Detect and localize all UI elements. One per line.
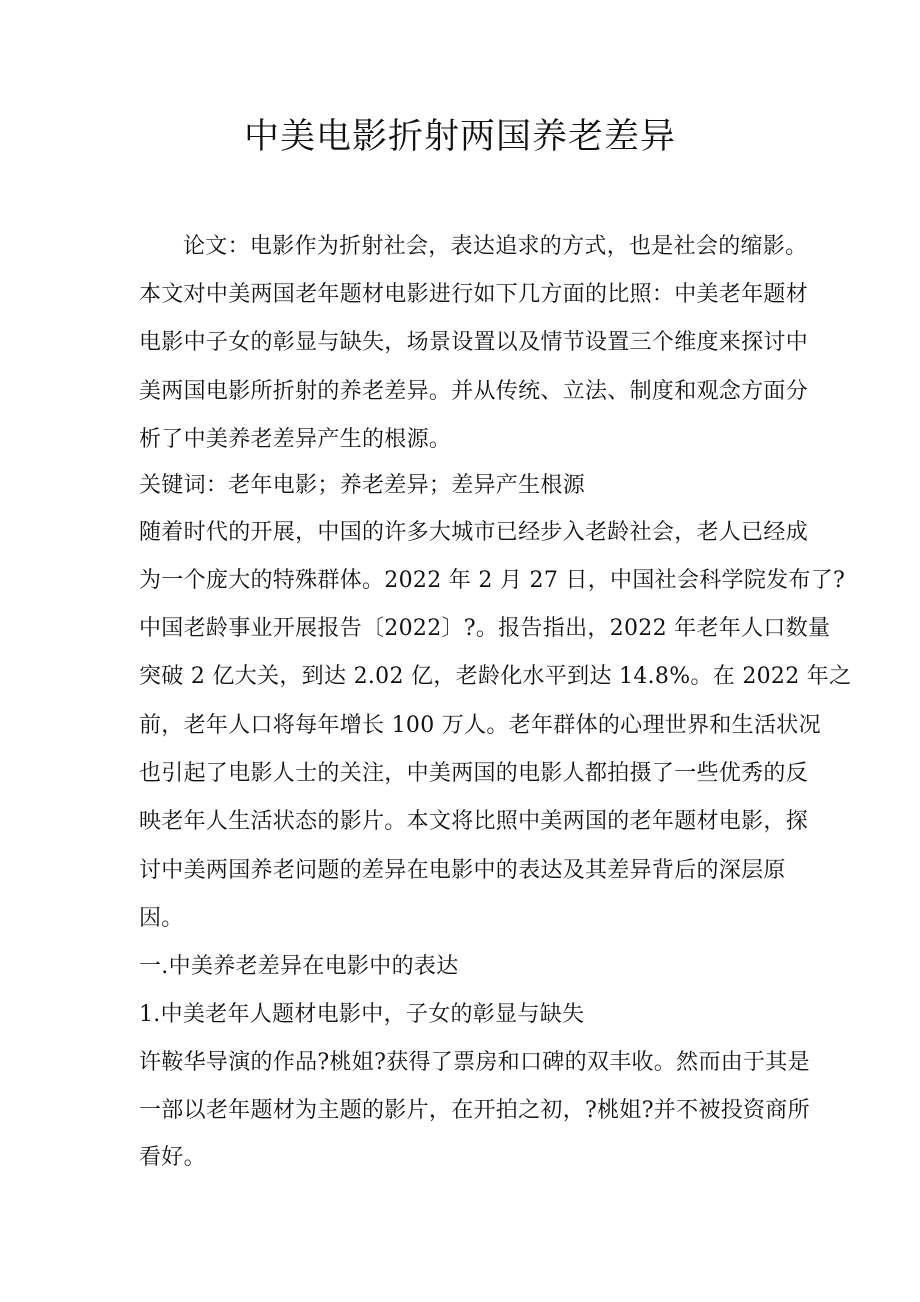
abstract-line: 电影中子女的彰显与缺失，场景设置以及情节设置三个维度来探讨中 — [139, 330, 809, 355]
body-line: 看好。 — [139, 1145, 206, 1170]
body-line: 一部以老年题材为主题的影片，在开拍之初，?桃姐?并不被投资商所 — [139, 1098, 810, 1123]
intro-line: 也引起了电影人士的关注，中美两国的电影人都拍摄了一些优秀的反 — [139, 761, 809, 786]
subsection-heading: 1.中美老年人题材电影中，子女的彰显与缺失 — [139, 1002, 585, 1027]
section-heading: 一.中美养老差异在电影中的表达 — [139, 954, 459, 979]
abstract-line: 本文对中美两国老年题材电影进行如下几方面的比照：中美老年题材 — [139, 282, 809, 307]
intro-line: 随着时代的开展，中国的许多大城市已经步入老龄社会，老人已经成 — [139, 520, 809, 545]
intro-line: 因。 — [139, 906, 184, 931]
body-line: 许鞍华导演的作品?桃姐?获得了票房和口碑的双丰收。然而由于其是 — [139, 1050, 810, 1075]
intro-line: 前，老年人口将每年增长 100 万人。老年群体的心理世界和生活状况 — [139, 713, 821, 738]
intro-line: 为一个庞大的特殊群体。2022 年 2 月 27 日，中国社会科学院发布了? — [139, 568, 846, 593]
document-title: 中美电影折射两国养老差异 — [243, 117, 676, 157]
intro-line: 讨中美两国养老问题的差异在电影中的表达及其差异背后的深层原 — [139, 858, 786, 883]
keywords-line: 关键词：老年电影；养老差异；差异产生根源 — [139, 473, 586, 498]
abstract-line: 论文：电影作为折射社会，表达追求的方式，也是社会的缩影。 — [183, 234, 808, 259]
abstract-line: 美两国电影所折射的养老差异。并从传统、立法、制度和观念方面分 — [139, 379, 809, 404]
intro-line: 突破 2 亿大关，到达 2.02 亿，老龄化水平到达 14.8%。在 2022 年之 — [139, 664, 852, 689]
intro-line: 中国老龄事业开展报告〔2022〕?。报告指出，2022 年老年人口数量 — [139, 616, 831, 641]
abstract-line: 析了中美养老差异产生的根源。 — [139, 427, 452, 452]
intro-line: 映老年人生活状态的影片。本文将比照中美两国的老年题材电影，探 — [139, 809, 809, 834]
